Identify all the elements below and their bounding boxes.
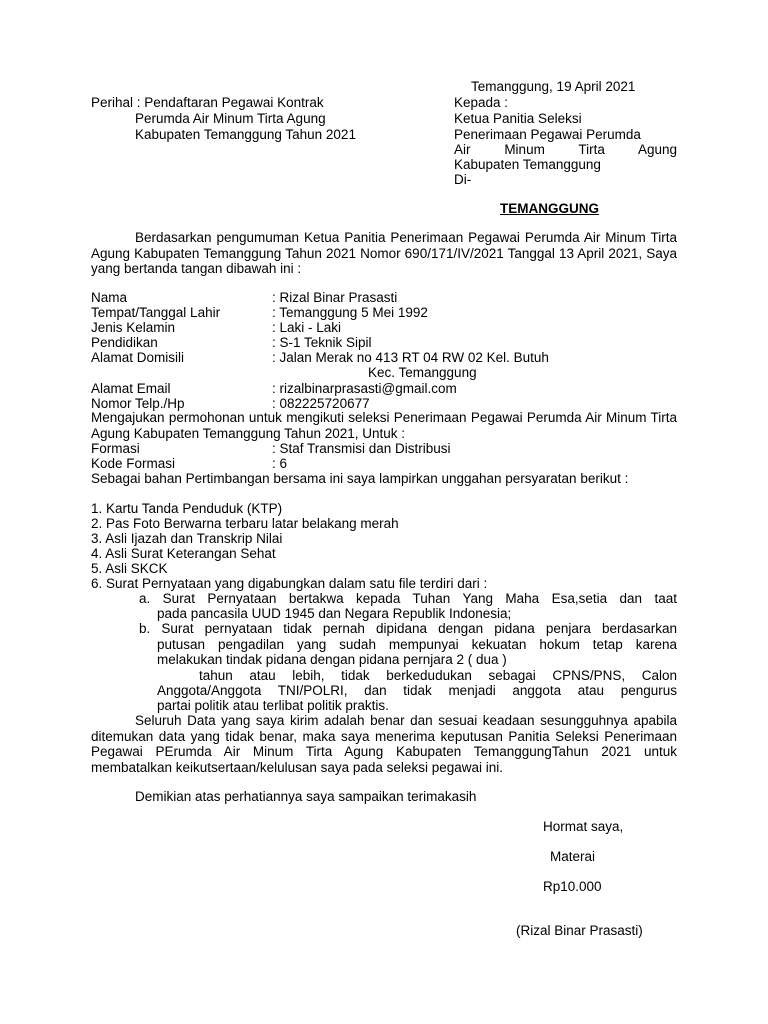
field-telp-value: : 082225720677 (272, 396, 370, 411)
signature-name: (Rizal Binar Prasasti) (516, 923, 643, 938)
formasi-label: Formasi (91, 441, 140, 456)
attachments-intro: Sebagai bahan Pertimbangan bersama ini saya lampirkan unggahan persyaratan berikut : (91, 471, 629, 486)
kode-formasi-label: Kode Formasi (91, 456, 176, 471)
recipient-city: TEMANGGUNG (500, 201, 599, 216)
attachment-item: 6. Surat Pernyataan yang digabungkan dalam satu file terdiri dari : (91, 576, 488, 591)
perihal-line-3: Kabupaten Temanggung Tahun 2021 (135, 127, 356, 142)
field-jk-value: : Laki - Laki (272, 320, 342, 335)
signature-stamp-amount: Rp10.000 (543, 879, 602, 894)
field-ttl-value: : Temanggung 5 Mei 1992 (272, 305, 428, 320)
attachment-item: 5. Asli SKCK (91, 561, 168, 576)
recipient-line-4: Kabupaten Temanggung (454, 157, 601, 172)
intro-paragraph: Berdasarkan pengumuman Ketua Panitia Penerimaan Pegawai Perumda Air Minum Tirta Agung Kabupaten Temanggung Tahun 2021 Nomor 690/171/IV/2021 Tanggal 13 April 2021, Saya yang bertanda tangan dibawah ini : (91, 230, 677, 276)
formasi-value: : Staf Transmisi dan Distribusi (272, 441, 451, 456)
recipient-line-1: Ketua Panitia Seleksi (454, 111, 582, 126)
recipient-line-3: Air Minum Tirta Agung (454, 142, 677, 157)
sub-item-b-line-6: partai politik atau terlibat politik praktis. (157, 698, 389, 713)
attachment-item: 1. Kartu Tanda Penduduk (KTP) (91, 501, 283, 516)
sub-item-b-line-3: melakukan tindak pidana dengan pidana pernjara 2 ( dua ) (157, 652, 507, 667)
place-date: Temanggung, 19 April 2021 (471, 79, 636, 94)
field-nama-label: Nama (91, 290, 128, 305)
sub-item-b-line-4: tahun atau lebih, tidak berkedudukan sebagai CPNS/PNS, Calon (199, 668, 677, 683)
perihal-line-1: Perihal : Pendaftaran Pegawai Kontrak (91, 95, 324, 110)
perihal-line-2: Perumda Air Minum Tirta Agung (135, 111, 326, 126)
field-email-value: : rizalbinarprasasti@gmail.com (272, 381, 457, 396)
field-pendidikan-value: : S-1 Teknik Sipil (272, 335, 372, 350)
recipient-line-2: Penerimaan Pegawai Perumda (454, 127, 641, 142)
attachment-item: 4. Asli Surat Keterangan Sehat (91, 546, 276, 561)
sub-item-a-line-2: pada pancasila UUD 1945 dan Negara Republik Indonesia; (157, 606, 512, 621)
sub-item-b-line-5: Anggota/Anggota TNI/POLRI, dan tidak menjadi anggota atau pengurus (157, 683, 677, 698)
field-jk-label: Jenis Kelamin (91, 320, 176, 335)
signature-materai: Materai (550, 849, 596, 864)
recipient-line-5: Di- (454, 172, 472, 187)
field-nama-value: : Rizal Binar Prasasti (272, 290, 398, 305)
sub-item-a-line-1: a. Surat Pernyataan bertakwa kepada Tuhan Yang Maha Esa,setia dan taat (139, 591, 677, 606)
apply-paragraph: Mengajukan permohonan untuk mengikuti seleksi Penerimaan Pegawai Perumda Air Minum Tirta Agung Kabupaten Temanggung Tahun 2021, Untuk : (91, 410, 677, 441)
field-pendidikan-label: Pendidikan (91, 335, 158, 350)
recipient-kepada: Kepada : (454, 95, 509, 110)
sub-item-b-line-2: putusan pengadilan yang sudah mempunyai kekuatan hokum tetap karena (157, 637, 677, 652)
statement-paragraph: Seluruh Data yang saya kirim adalah benar dan sesuai keadaan sesungguhnya apabila ditemukan data yang tidak benar, maka saya menerima keputusan Panitia Seleksi Penerimaan Pegawai PErumda Air Minum Tirta Agung Kabupaten TemanggungTahun 2021 untuk membatalkan keikutsertaan/kelulusan saya pada seleksi pegawai ini. (91, 713, 677, 775)
field-alamat-value: : Jalan Merak no 413 RT 04 RW 02 Kel. Butuh (272, 350, 549, 365)
attachment-item: 2. Pas Foto Berwarna terbaru latar belakang merah (91, 516, 399, 531)
kode-formasi-value: : 6 (272, 456, 288, 471)
signature-regards: Hormat saya, (543, 819, 624, 834)
field-telp-label: Nomor Telp./Hp (91, 396, 185, 411)
field-email-label: Alamat Email (91, 381, 171, 396)
sub-item-b-line-1: b. Surat pernyataan tidak pernah dipidana dengan pidana penjara berdasarkan (139, 621, 677, 636)
attachment-item: 3. Asli Ijazah dan Transkrip Nilai (91, 531, 283, 546)
field-ttl-label: Tempat/Tanggal Lahir (91, 305, 221, 320)
field-alamat-value-2: Kec. Temanggung (368, 365, 477, 380)
field-alamat-label: Alamat Domisili (91, 350, 185, 365)
closing-text: Demikian atas perhatiannya saya sampaikan terimakasih (135, 789, 477, 804)
